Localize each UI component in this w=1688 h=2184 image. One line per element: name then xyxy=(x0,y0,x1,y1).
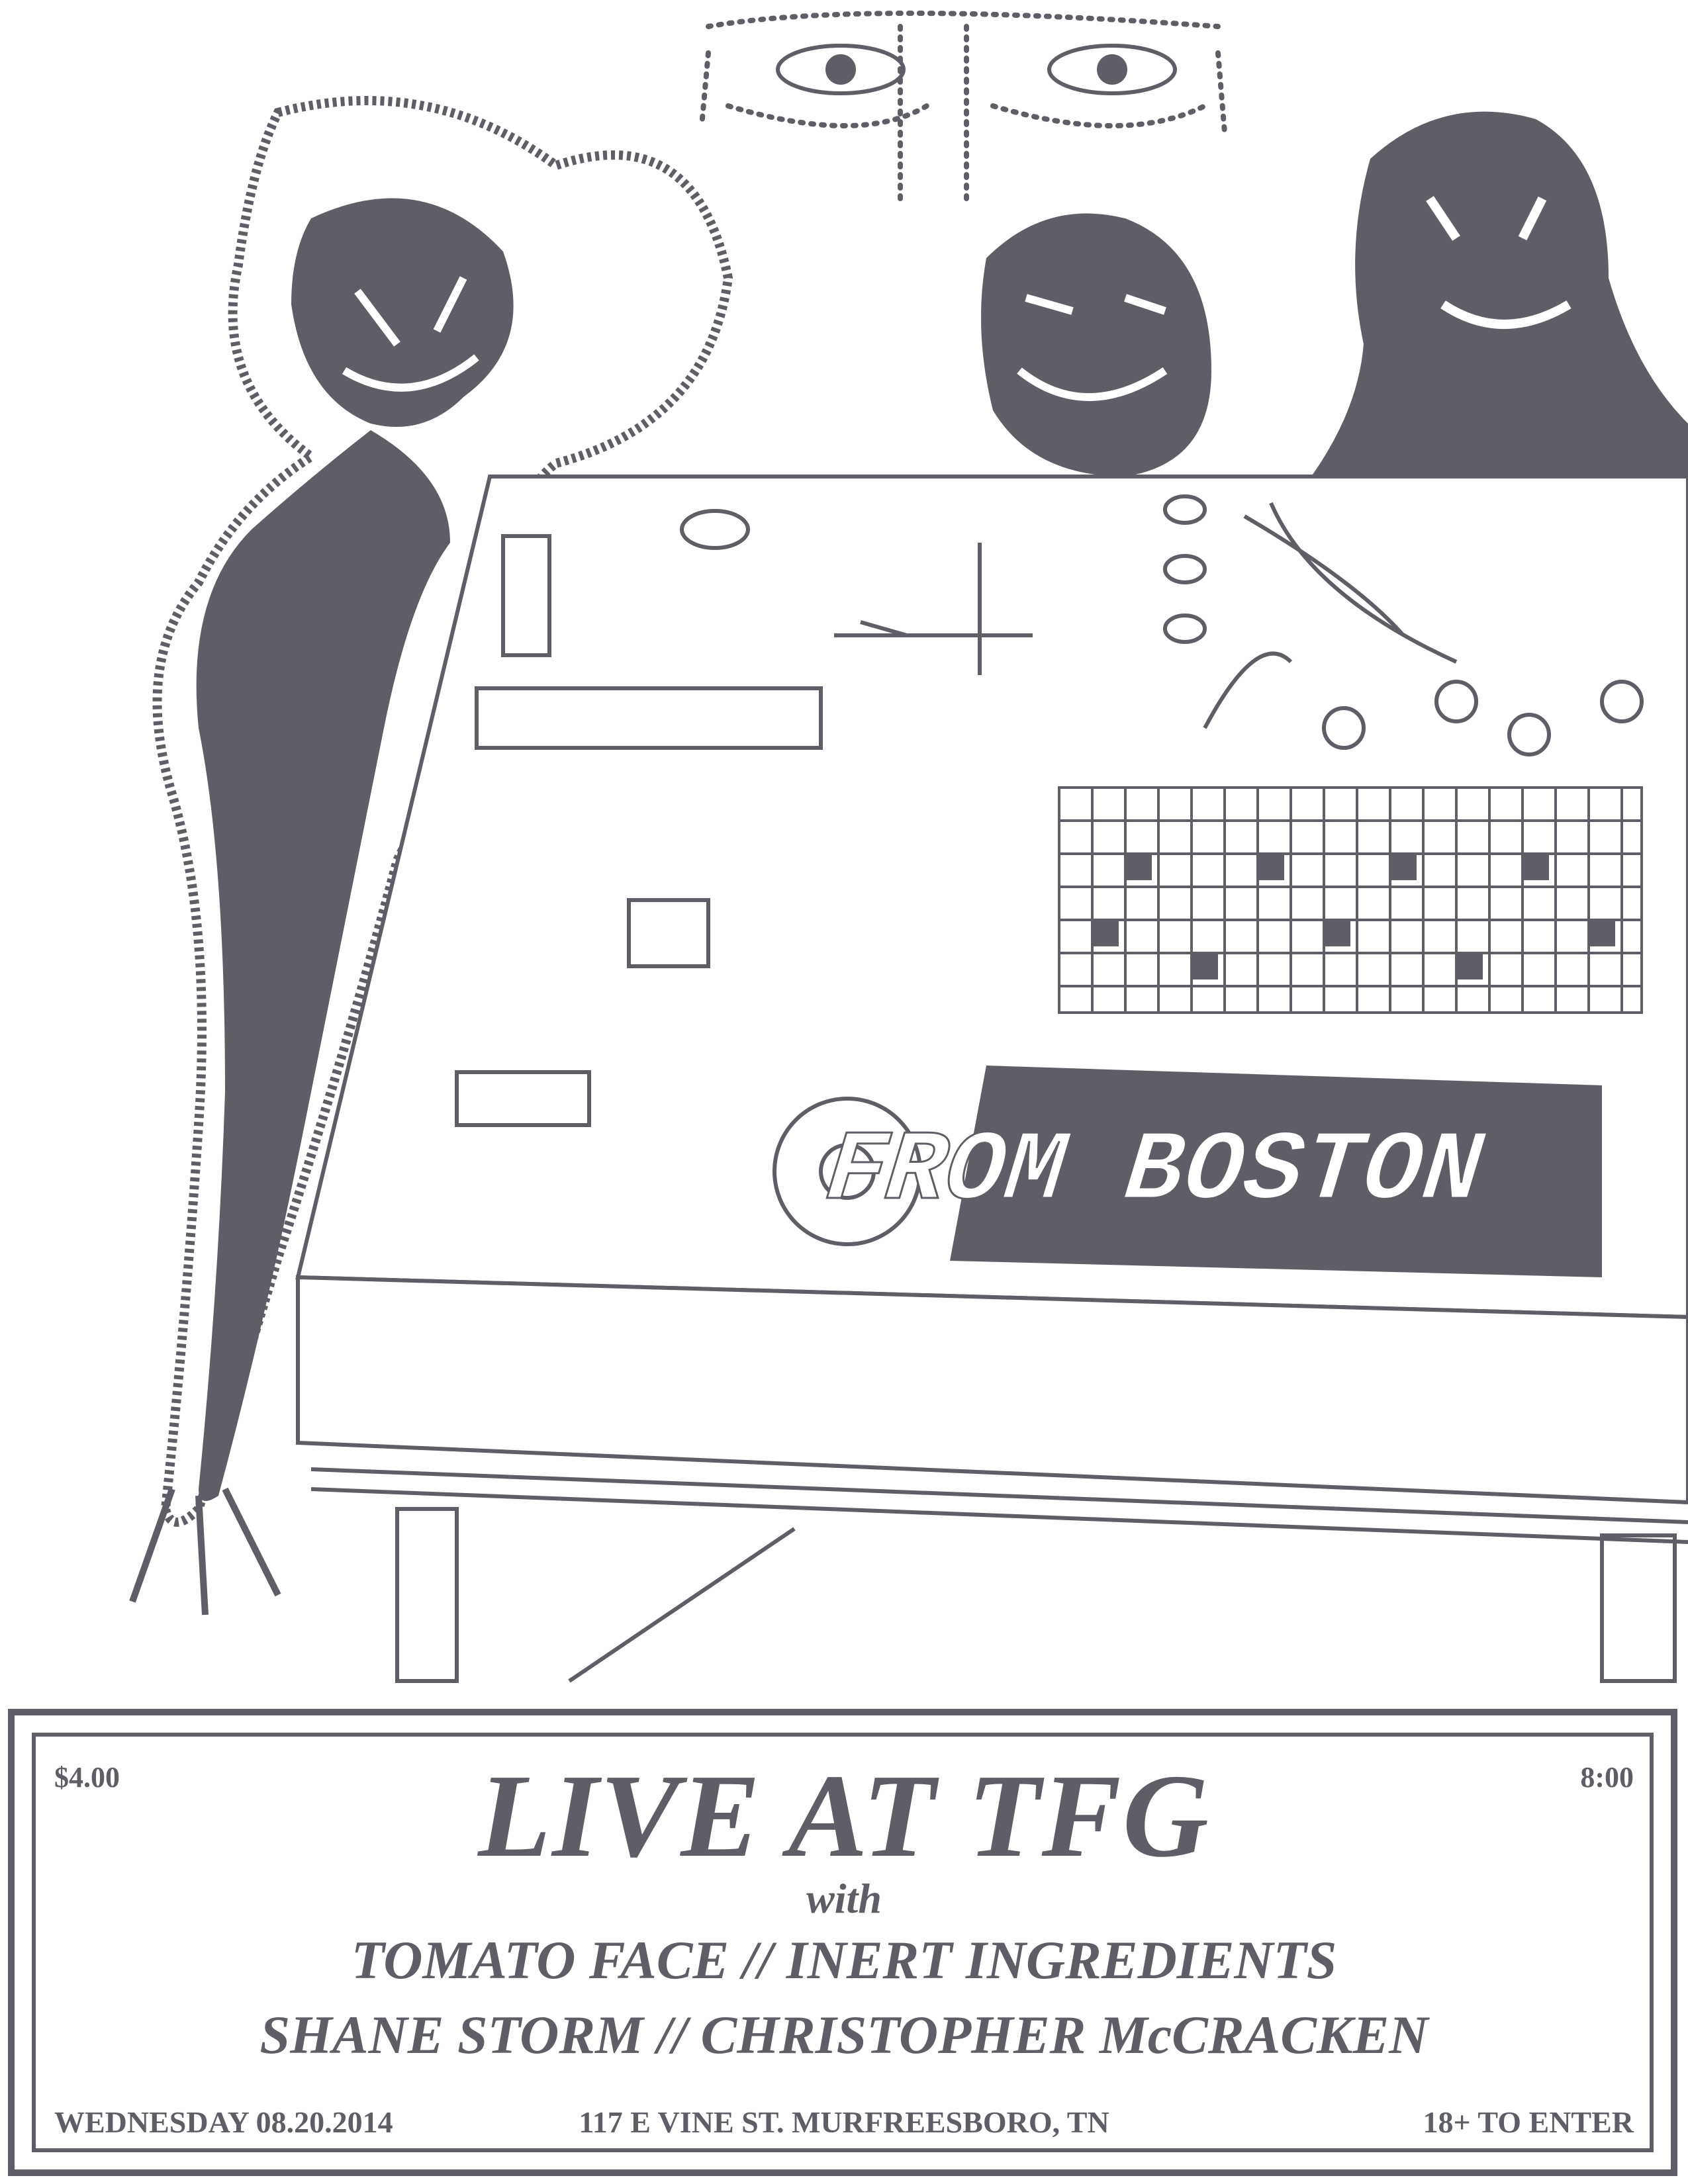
ticket-price: $4.00 xyxy=(54,1761,120,1794)
right-creature-icon xyxy=(1291,112,1688,503)
middle-creature-icon xyxy=(981,214,1211,477)
venue-address: 117 E VINE ST. MURFREESBORO, TN xyxy=(579,2105,1109,2139)
age-restriction: 18+ TO ENTER xyxy=(1423,2105,1634,2139)
with-label: with xyxy=(806,1875,882,1922)
from-boston-text: FROM BOSTON xyxy=(820,1116,1488,1228)
lineup-line-2: SHANE STORM // CHRISTOPHER McCRACKEN xyxy=(259,2005,1429,2065)
show-time: 8:00 xyxy=(1580,1761,1634,1794)
lineup-line-1: TOMATO FACE // INERT INGREDIENTS xyxy=(351,1930,1337,1990)
mask-face-icon xyxy=(702,13,1225,199)
event-date: WEDNESDAY 08.20.2014 xyxy=(54,2105,393,2139)
event-info-box xyxy=(0,1701,1688,2184)
headline: LIVE AT TFG xyxy=(478,1750,1210,1882)
